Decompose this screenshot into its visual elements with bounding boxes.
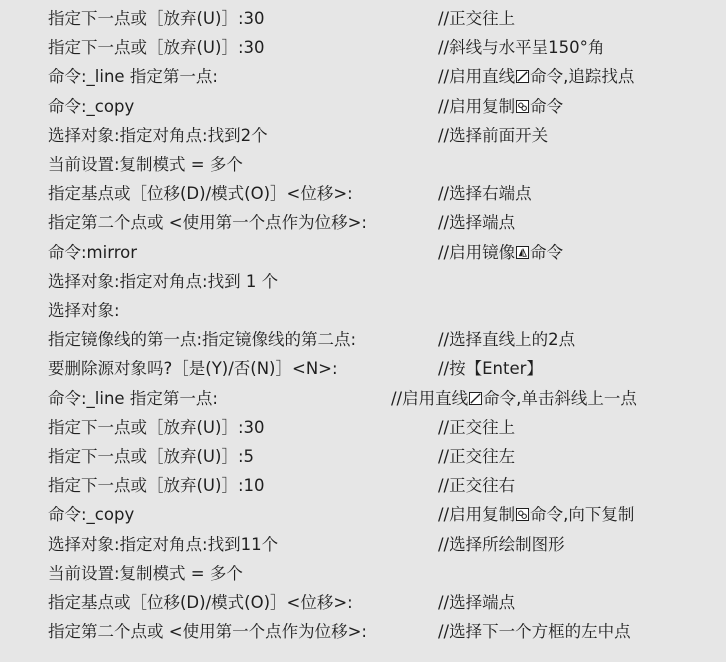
command-line-row [0,63,726,91]
command-text: 指定第二个点或 <使用第一个点作为位移>: [48,622,367,642]
command-line-row [0,297,726,325]
comment-text [438,239,563,267]
command-text: 指定下一点或［放弃(U)］:30 [48,417,265,437]
command-text: 命令:_copy [48,96,135,116]
command-text: 命令:mirror [48,242,138,262]
comment-prefix: //启用复制 [438,96,516,116]
comment-text [391,385,637,413]
command-text: 指定下一点或［放弃(U)］:10 [48,476,265,496]
comment-text: //正交往右 [438,476,516,496]
command-text: 命令:_line 指定第一点: [48,67,218,87]
comment-text: //正交往上 [438,417,516,437]
comment-text: //正交往左 [438,447,516,466]
comment-prefix: //启用直线 [438,67,516,87]
comment-prefix: //启用直线 [391,388,469,408]
comment-text: //按【Enter】 [438,359,543,379]
comment-suffix: 命令 [530,96,564,116]
command-line-row [0,122,726,150]
comment-suffix: 命令,追踪找点 [530,67,635,87]
comment-text: //选择端点 [438,593,516,612]
command-line-row [0,34,726,62]
command-text: 要删除源对象吗?［是(Y)/否(N)］<N>: [48,359,338,379]
comment-text: //选择直线上的2点 [438,330,576,350]
command-text: 指定下一点或［放弃(U)］:30 [48,9,265,28]
command-line-row [0,326,726,354]
command-text: 指定下一点或［放弃(U)］:5 [48,447,255,466]
command-text: 指定基点或［位移(D)/模式(O)］<位移>: [48,593,353,612]
comment-text: //选择端点 [438,213,516,233]
command-text: 选择对象:指定对角点:找到11个 [48,534,279,554]
comment-text: //正交往上 [438,9,516,28]
command-line-row [0,209,726,237]
command-line-row [0,239,726,267]
comment-prefix: //启用镜像 [438,242,516,262]
command-line-row [0,414,726,442]
comment-suffix: 命令,单击斜线上一点 [483,388,637,408]
command-line-row [0,180,726,208]
copy-icon [516,508,529,521]
comment-text: //选择所绘制图形 [438,534,565,554]
comment-text: //选择右端点 [438,184,532,204]
command-line-row [0,501,726,529]
command-line-row [0,5,726,33]
comment-text [438,501,634,529]
comment-text [438,63,634,91]
command-text: 选择对象: [48,301,120,320]
command-line-row [0,93,726,121]
command-line-row [0,589,726,617]
line-icon [469,392,482,405]
comment-suffix: 命令,向下复制 [530,505,635,525]
comment-suffix: 命令 [530,242,564,262]
command-line-row [0,443,726,471]
command-line-row [0,560,726,588]
comment-prefix: //启用复制 [438,505,516,525]
command-text: 指定基点或［位移(D)/模式(O)］<位移>: [48,184,353,204]
comment-text: //选择前面开关 [438,125,549,145]
command-line-row [0,385,726,413]
copy-icon [516,100,529,113]
comment-text: //选择下一个方框的左中点 [438,622,631,642]
command-line-row [0,531,726,559]
command-line-row [0,151,726,179]
comment-text [438,93,563,121]
command-text: 当前设置:复制模式 = 多个 [48,155,243,174]
command-line-row [0,355,726,383]
command-line-row [0,618,726,646]
command-line-row [0,268,726,296]
command-text: 指定第二个点或 <使用第一个点作为位移>: [48,213,367,233]
command-text: 指定下一点或［放弃(U)］:30 [48,38,265,58]
command-text: 指定镜像线的第一点:指定镜像线的第二点: [48,330,357,350]
mirror-icon [516,246,529,259]
comment-text: //斜线与水平呈150°角 [438,38,605,58]
command-text: 选择对象:指定对角点:找到2个 [48,125,268,145]
command-text: 选择对象:指定对角点:找到 1 个 [48,271,279,291]
command-text: 当前设置:复制模式 = 多个 [48,563,243,583]
command-line-row [0,472,726,500]
line-icon [516,70,529,83]
command-text: 命令:_line 指定第一点: [48,388,218,408]
command-text: 命令:_copy [48,505,135,525]
